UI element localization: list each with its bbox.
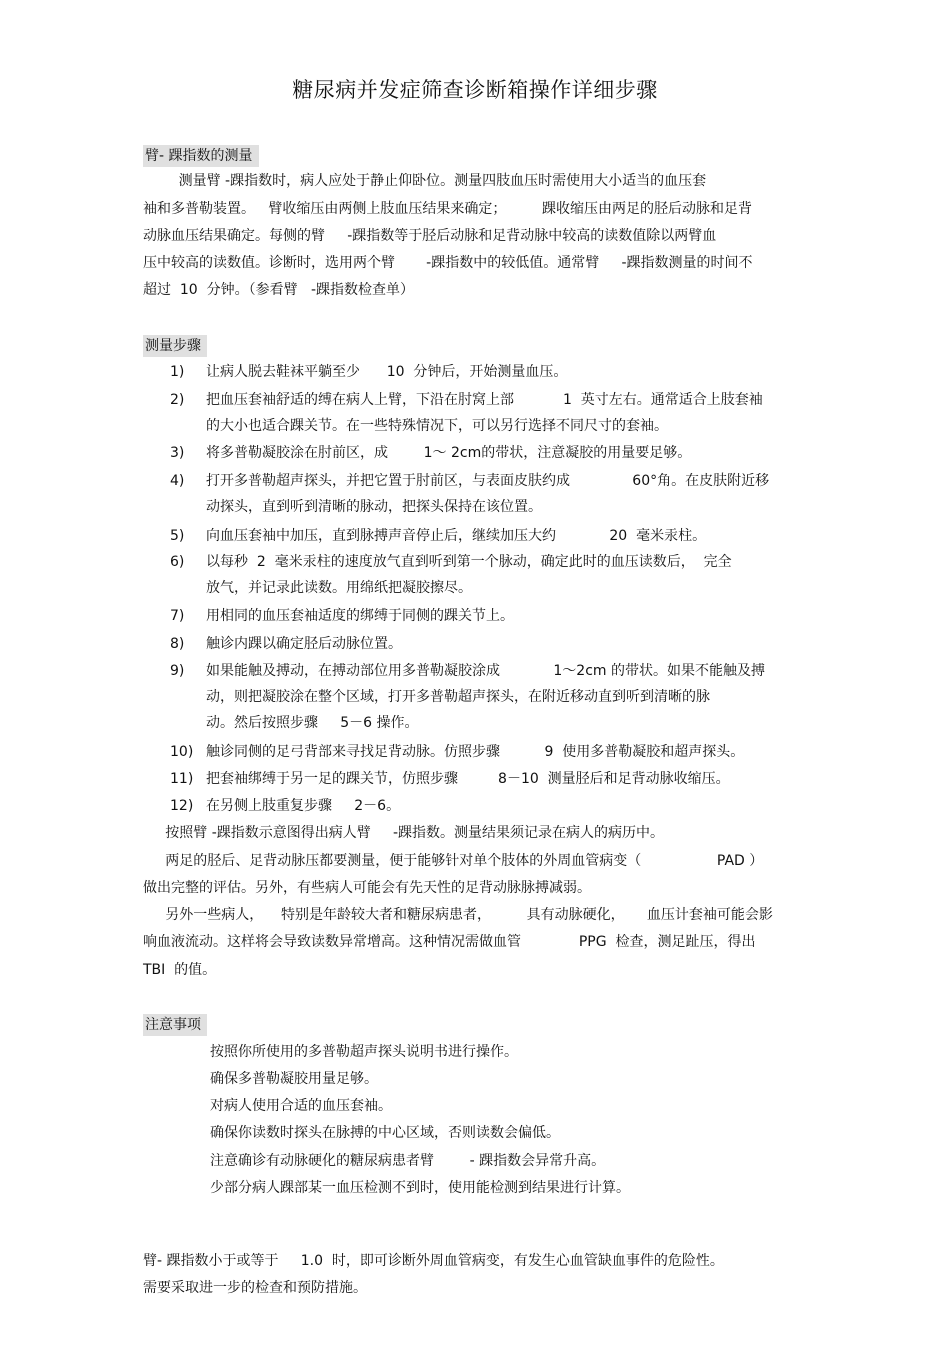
step-text: 在另侧上肢重复步骤 2－6。: [206, 798, 401, 814]
paragraph-line: 另外一些病人， 特别是年龄较大者和糖尿病患者， 具有动脉硬化， 血压计套袖可能会影: [143, 907, 773, 923]
step-number: 9): [170, 663, 185, 679]
step-text: 触诊内踝以确定胫后动脉位置。: [206, 636, 402, 652]
conclusion-line: 臂- 踝指数小于或等于 1.0 时，即可诊断外周血管病变，有发生心血管缺血事件的危险性。: [143, 1253, 724, 1269]
section-heading-steps: 测量步骤: [143, 335, 207, 357]
document-title: 糖尿病并发症筛查诊断箱操作详细步骤: [292, 78, 658, 102]
step-number: 7): [170, 608, 185, 624]
step-text: 把血压套袖舒适的缚在病人上臂，下沿在肘窝上部 1 英寸左右。通常适合上肢套袖: [206, 392, 763, 408]
step-text: 让病人脱去鞋袜平躺至少 10 分钟后，开始测量血压。: [206, 364, 568, 380]
paragraph-line: 按照臂 -踝指数示意图得出病人臂 -踝指数。测量结果须记录在病人的病历中。: [143, 825, 665, 841]
step-number: 11): [170, 771, 194, 787]
step-text: 如果能触及搏动，在搏动部位用多普勒凝胶涂成 1～2cm 的带状。如果不能触及搏: [206, 663, 765, 679]
paragraph-line: 测量臂 -踝指数时，病人应处于静止仰卧位。测量四肢血压时需使用大小适当的血压套: [143, 173, 707, 189]
step-number: 10): [170, 744, 194, 760]
step-text: 打开多普勒超声探头，并把它置于肘前区，与表面皮肤约成 60°角。在皮肤附近移: [206, 473, 770, 489]
step-number: 3): [170, 445, 185, 461]
note-item: 注意确诊有动脉硬化的糖尿病患者臂 - 踝指数会异常升高。: [210, 1153, 606, 1169]
step-text: 触诊同侧的足弓背部来寻找足背动脉。仿照步骤 9 使用多普勒凝胶和超声探头。: [206, 744, 745, 760]
step-text: 将多普勒凝胶涂在肘前区，成 1～ 2cm的带状，注意凝胶的用量要足够。: [206, 445, 692, 461]
step-number: 1): [170, 364, 185, 380]
step-number: 8): [170, 636, 185, 652]
paragraph-line: 两足的胫后、足背动脉压都要测量，便于能够针对单个肢体的外周血管病变（ PAD ）: [143, 853, 764, 869]
note-item: 确保你读数时探头在脉搏的中心区域，否则读数会偏低。: [210, 1125, 560, 1141]
step-text: 放气，并记录此读数。用绵纸把凝胶擦尽。: [206, 580, 472, 596]
step-text: 向血压套袖中加压，直到脉搏声音停止后，继续加压大约 20 毫米汞柱。: [206, 528, 707, 544]
paragraph-line: 响血液流动。这样将会导致读数异常增高。这种情况需做血管 PPG 检查，测足趾压，得出: [143, 934, 756, 950]
step-number: 2): [170, 392, 185, 408]
paragraph-line: 袖和多普勒装置。 臂收缩压由两侧上肢血压结果来确定； 踝收缩压由两足的胫后动脉和足背: [143, 201, 752, 217]
step-number: 6): [170, 554, 185, 570]
step-text: 的大小也适合踝关节。在一些特殊情况下，可以另行选择不同尺寸的套袖。: [206, 418, 668, 434]
paragraph-line: 做出完整的评估。另外，有些病人可能会有先天性的足背动脉脉搏减弱。: [143, 880, 591, 896]
step-number: 12): [170, 798, 194, 814]
note-item: 按照你所使用的多普勒超声探头说明书进行操作。: [210, 1044, 518, 1060]
note-item: 对病人使用合适的血压套袖。: [210, 1098, 392, 1114]
step-text: 用相同的血压套袖适度的绑缚于同侧的踝关节上。: [206, 608, 514, 624]
paragraph-line: 超过 10 分钟。（参看臂 -踝指数检查单）: [143, 282, 415, 298]
step-text: 以每秒 2 毫米汞柱的速度放气直到听到第一个脉动，确定此时的血压读数后， 完全: [206, 554, 732, 570]
section-heading-abi: 臂- 踝指数的测量: [143, 145, 259, 167]
section-heading-notes: 注意事项: [143, 1014, 207, 1036]
step-text: 动探头，直到听到清晰的脉动，把探头保持在该位置。: [206, 499, 542, 515]
note-item: 确保多普勒凝胶用量足够。: [210, 1071, 378, 1087]
paragraph-line: TBI 的值。: [143, 962, 217, 978]
paragraph-line: 压中较高的读数值。诊断时，选用两个臂 -踝指数中的较低值。通常臂 -踝指数测量的时间不: [143, 255, 753, 271]
step-text: 动。然后按照步骤 5－6 操作。: [206, 715, 419, 731]
step-text: 动，则把凝胶涂在整个区域，打开多普勒超声探头，在附近移动直到听到清晰的脉: [206, 689, 710, 705]
note-item: 少部分病人踝部某一血压检测不到时，使用能检测到结果进行计算。: [210, 1180, 630, 1196]
step-text: 把套袖绑缚于另一足的踝关节，仿照步骤 8－10 测量胫后和足背动脉收缩压。: [206, 771, 730, 787]
step-number: 4): [170, 473, 185, 489]
paragraph-line: 动脉血压结果确定。每侧的臂 -踝指数等于胫后动脉和足背动脉中较高的读数值除以两臂血: [143, 228, 717, 244]
conclusion-line: 需要采取进一步的检查和预防措施。: [143, 1280, 367, 1296]
step-number: 5): [170, 528, 185, 544]
